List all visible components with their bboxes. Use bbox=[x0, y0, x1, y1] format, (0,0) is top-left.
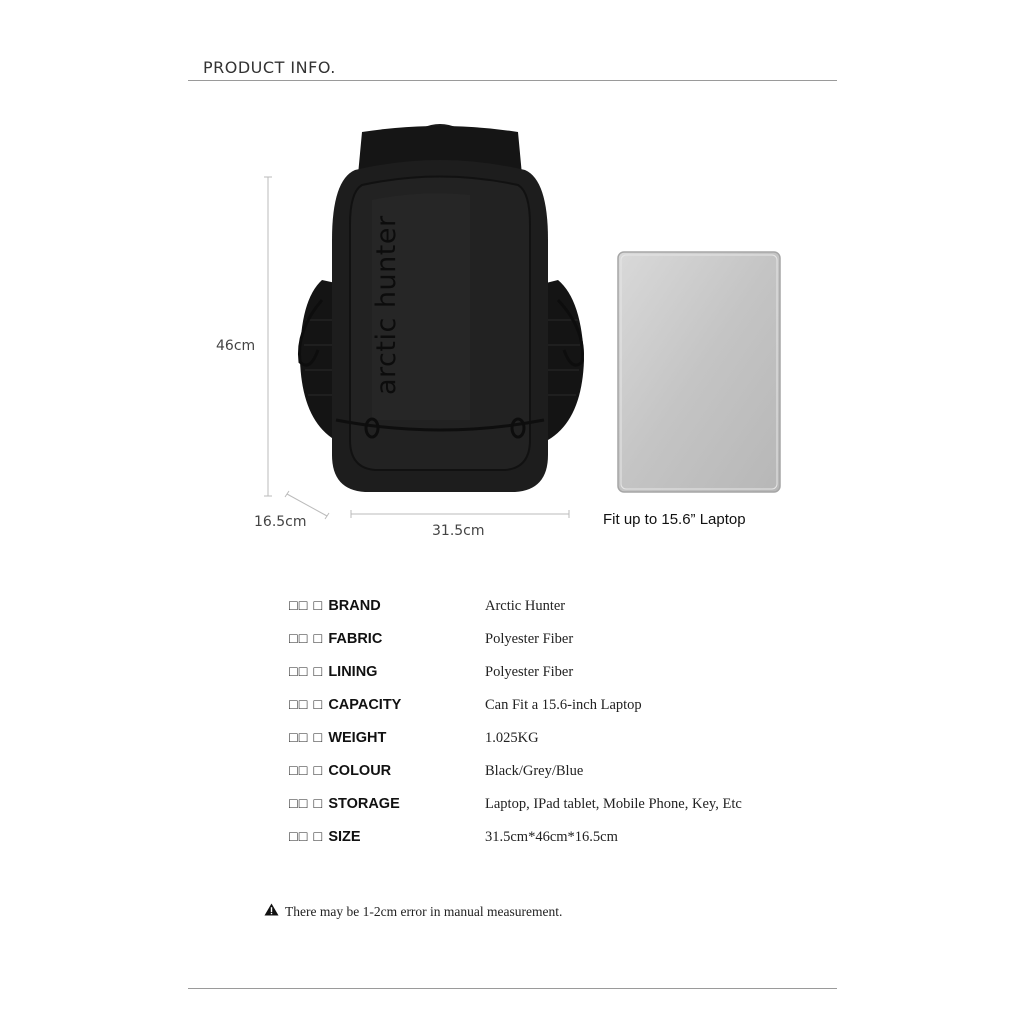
spec-label: STORAGE bbox=[328, 796, 400, 812]
spec-label: BRAND bbox=[328, 598, 381, 614]
bullet-glyphs: □□ □ bbox=[289, 730, 324, 746]
laptop-caption: Fit up to 15.6” Laptop bbox=[603, 511, 746, 528]
spec-row-capacity bbox=[289, 697, 809, 719]
spec-row-brand bbox=[289, 598, 809, 620]
spec-value: Black/Grey/Blue bbox=[485, 763, 584, 779]
spec-label: CAPACITY bbox=[328, 697, 402, 713]
bullet-glyphs: □□ □ bbox=[289, 598, 324, 614]
spec-row-lining bbox=[289, 664, 809, 686]
height-label: 46cm bbox=[216, 338, 256, 354]
bullet-glyphs: □□ □ bbox=[289, 763, 324, 779]
page-title: PRODUCT INFO. bbox=[203, 58, 336, 77]
spec-label: FABRIC bbox=[328, 631, 383, 647]
measurement-note bbox=[264, 903, 562, 921]
spec-value: Polyester Fiber bbox=[485, 631, 574, 647]
spec-value: Arctic Hunter bbox=[485, 598, 566, 614]
spec-value: 1.025KG bbox=[485, 730, 539, 746]
spec-row-size bbox=[289, 829, 809, 851]
note-text: There may be 1-2cm error in manual measurement. bbox=[285, 904, 563, 919]
bullet-glyphs: □□ □ bbox=[289, 829, 324, 845]
spec-label: LINING bbox=[328, 664, 378, 680]
spec-label: SIZE bbox=[328, 829, 361, 845]
bullet-glyphs: □□ □ bbox=[289, 796, 324, 812]
bullet-glyphs: □□ □ bbox=[289, 631, 324, 647]
spec-row-colour bbox=[289, 763, 809, 785]
laptop-image bbox=[618, 252, 780, 492]
backpack-image bbox=[299, 126, 584, 492]
width-label: 31.5cm bbox=[432, 523, 485, 539]
spec-row-weight bbox=[289, 730, 809, 752]
warning-icon bbox=[264, 903, 279, 921]
spec-value: 31.5cm*46cm*16.5cm bbox=[485, 829, 618, 845]
spec-row-fabric bbox=[289, 631, 809, 653]
height-dimension-line bbox=[264, 177, 272, 496]
bullet-glyphs: □□ □ bbox=[289, 697, 324, 713]
spec-value: Laptop, IPad tablet, Mobile Phone, Key, Etc bbox=[485, 796, 742, 812]
bullet-glyphs: □□ □ bbox=[289, 664, 324, 680]
spec-row-storage bbox=[289, 796, 809, 818]
spec-label: COLOUR bbox=[328, 763, 392, 779]
backpack-brand-text: arctic hunter bbox=[371, 215, 402, 395]
footer-divider bbox=[188, 988, 837, 989]
spec-value: Polyester Fiber bbox=[485, 664, 574, 680]
width-dimension-line bbox=[351, 510, 569, 518]
spec-value: Can Fit a 15.6-inch Laptop bbox=[485, 697, 642, 713]
depth-label: 16.5cm bbox=[254, 514, 307, 530]
spec-label: WEIGHT bbox=[328, 730, 387, 746]
